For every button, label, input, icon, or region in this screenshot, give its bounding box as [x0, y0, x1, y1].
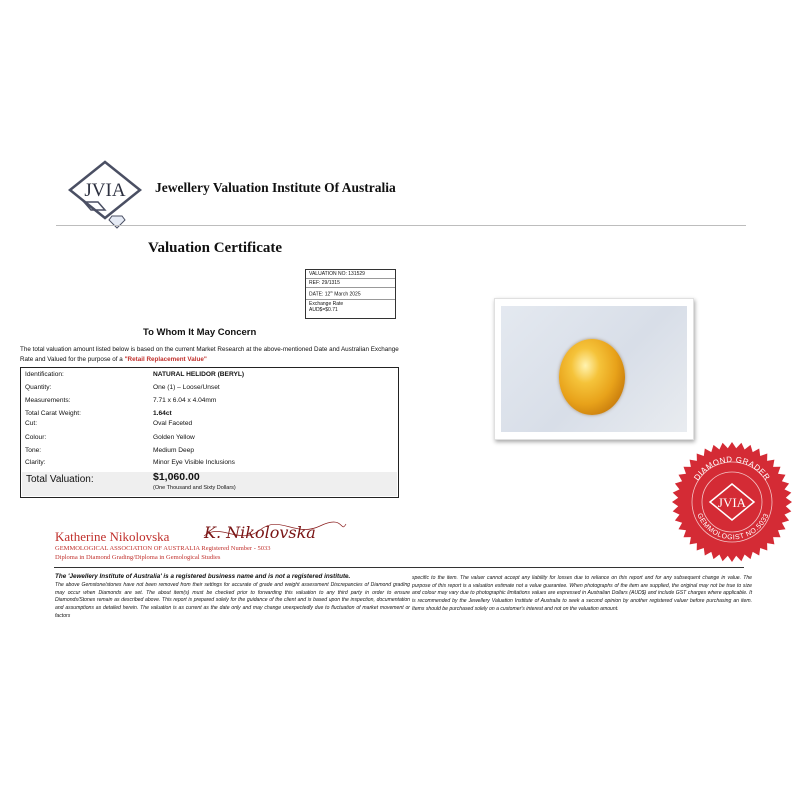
seal-center-text: JVIA: [717, 495, 747, 510]
grader-diploma: Diploma in Diamond Grading/Diploma in Gemological Studies: [55, 554, 221, 561]
signature-divider: [54, 567, 744, 568]
certificate-title: Valuation Certificate: [148, 240, 283, 256]
total-valuation-words: (One Thousand and Sixty Dollars): [153, 485, 236, 491]
gemstone-spec-table: Identification: NATURAL HELIDOR (BERYL) Quantity: One (1) – Loose/Unset Measurements: 7.71 x 6.04 x 4.04mm Total Carat Weight: 1.64ct Cut: Oval Faceted Colour: Golden Yellow Tone: Medium Deep Clarity: Minor Eye Visible Inclusions Total Valuation: $1,060.00 (One Thousand and Sixty Dollars): [20, 367, 399, 498]
gemstone-photo: [501, 306, 687, 432]
grader-name: Katherine Nikolovska: [55, 529, 170, 544]
diamond-grader-seal: [668, 440, 796, 564]
concern-heading: To Whom It May Concern: [143, 327, 257, 338]
svg-text:K. Nikolovska: K. Nikolovska: [204, 523, 316, 542]
total-valuation-label: Total Valuation:: [26, 474, 94, 485]
total-valuation-amount: $1,060.00: [153, 471, 200, 483]
disclaimer-left-column: The above Gemstone/stones have not been removed from their settings for accurate of grade and weight assessment Discrepancies of Diamond grading may occur when Diamonds are set. The about item(s) must be checked prior to forwarding this valuation to any third party in order to ensure Diamonds/Stones remain as described above. This report is prepared solely for the guidance of the client and is based upon the inspection, documentation and assumptions as detailed herein. The valuation is as current as the date only and may change unexpectedly due to fluctuation of market movement or factors: [55, 582, 410, 619]
gemstone-photo-frame: [494, 298, 694, 440]
valuation-date: DATE: 12th March 2025: [306, 288, 395, 300]
grader-association: GEMMOLOGICAL ASSOCIATION OF AUSTRALIA Registered Number - 5033: [55, 545, 271, 552]
seal-top-text: DIAMOND GRADER: [692, 454, 772, 483]
institute-name: Jewellery Valuation Institute Of Australia: [155, 180, 396, 195]
header-divider: [56, 225, 746, 226]
helidor-gemstone: [559, 339, 625, 415]
reference-number: REF: 29/1315: [306, 279, 395, 288]
disclaimer-heading: The 'Jewellery Institute of Australia' is a registered business name and is not a registered institute.: [55, 573, 351, 580]
seal-bottom-text: GEMMOLOGIST NO.5033: [695, 512, 771, 542]
svg-text:JVIA: JVIA: [84, 180, 126, 201]
jvia-logo: [62, 156, 148, 236]
intro-paragraph: The total valuation amount listed below is based on the current Market Research at the above-mentioned Date and Australian Exchange Rate and Valued for the purpose of a "Retail Replacement Value": [20, 346, 399, 363]
disclaimer-right-column: specific to the item. The valuer cannot accept any liability for losses due to reliance on this report and for any subsequent change in value. The purpose of this report is a valuation estimate not a value guarantee. When photographs of the item are supplied, the original may not be true to size and colour may vary due to photographic limitations values are expressed in Australian Dollars (AUD$) and include GST charges where applicable. It is recommended by the Jewellery Valuation Institute of Australia to seek a second opinion by another registered valuer before purchasing an item. Items should be purchased solely on a customer's interest and not on the valuation amount.: [412, 575, 752, 612]
reference-box: [305, 269, 396, 319]
valuation-number: VALUATION NO: 131529: [306, 270, 395, 279]
exchange-rate: Exchange Rate AUD$=$0.71: [309, 300, 344, 313]
